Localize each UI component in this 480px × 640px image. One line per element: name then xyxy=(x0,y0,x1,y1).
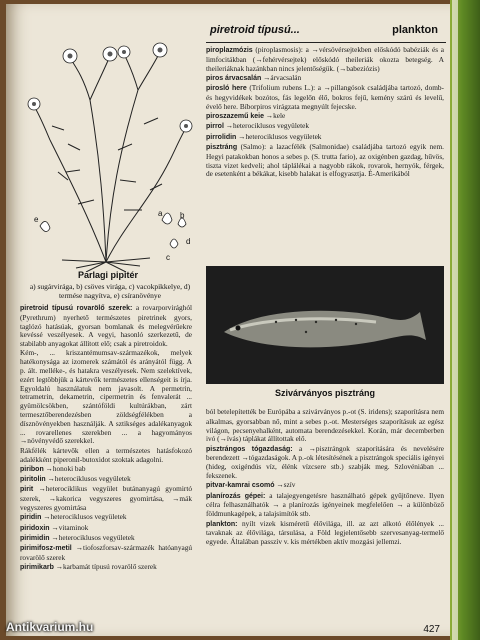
entry: pirrolidin →heterociklusos vegyületek xyxy=(206,131,322,141)
figure-label-e: e xyxy=(34,215,39,224)
entry: pirimifosz-metil →tiofoszforsav-származék hatóanyagú rovarölő szerek xyxy=(20,543,192,563)
trout-photo xyxy=(206,266,444,384)
entry: planírozás gépei: a talajegyengetésre használható gépek gyűjtőneve. Ilyen célra felhasználhatók → a planírozás igényeinek megfelelően → a különböző földmunkagépek, a talajsimítók stb. xyxy=(206,490,444,519)
entry: pitvar-kamrai csomó →szív xyxy=(206,480,296,490)
entry: pirosló here (Trifolium rubens L.): a →pillangósok családjába tartozó, domb- és hegyvidékek bozótos, fás legelőn élő, bokros fejű, kemény szárú és levelű, évelő here. Bíborpiros virágzata megnyúlt fejecske. xyxy=(206,83,444,111)
plant-illustration xyxy=(20,30,196,272)
entry: pisztrángos tógazdaság: a →pisztrángok szaporítására és nevelésére berendezett →tógazdaságok. A p.-ok létesítésének a pisztrángok speciális igényei (hideg, oxigéndús víz, élénk vízcsere stb.) szabják meg. Szlovéniában ... fekszenek. xyxy=(206,443,445,481)
entry: piros árvacsalán →árvacsalán xyxy=(206,72,302,82)
right-column-top xyxy=(206,46,444,180)
figure-label-d: d xyxy=(186,237,191,246)
entry: piritolin →heterociklusos vegyületek xyxy=(20,474,131,484)
entry: pirimidin →heterociklusos vegyületek xyxy=(20,532,135,542)
entry: Kém-, ... kriszantémumsav-származékok, melyek hatékonysága az izomerek számától és arányától függ. A p. ált. melléke-, és hatakra veszélyesek. Nem szelektívek, ezért legtöbbjük a kártevők természetes ellenségeit is írja. Egyoldalú használatuk nem javasolt. A permetrin, tetrametrin, dekametrin, cipermetrin és fenvalerát ... gyümölcsökben, szántóföldi kultúrákban, zárt termesztőberendezésben zöldségfélékben a dísznövényekben használják. A sztikséges adalékanyagok ... rovarellenes szerekben ... a hagyományos →növényvédő szerekkel. xyxy=(20,348,192,446)
entry: piribon →honoki bab xyxy=(20,463,86,473)
header-left-term: piretroid típusú... xyxy=(210,24,300,36)
figure-label-c: c xyxy=(166,253,170,262)
figure-label-a: a xyxy=(158,209,163,218)
entry: piroszazemű keie →kele xyxy=(206,111,286,121)
entry: piridin →heterociklusos vegyületek xyxy=(20,512,127,522)
right-column-bottom xyxy=(206,408,444,547)
plant-figure-title: Parlagi pipitér xyxy=(77,270,139,280)
watermark-text: Antikvarium.hu xyxy=(6,620,94,634)
entry: pisztráng (Salmo): a lazacfélék (Salmonidae) családjába tartozó egyik nem. Hegyi patakokban honos a sebes p. (S. trutta fario), az oxigénben gazdag, hűvös, tiszta vizet kedveli; ahol táplálékai a nagyobb rákok, rovarok, hernyók, férgek, de esetenként a békákat, kisebb halakat is elfogyasztja. É-Amerikából xyxy=(206,141,444,179)
entry: plankton: nyílt vizek kisméretű élővilága, ill. az azt alkotó élőlények ... tavaknak az élővilága, társulása, a Föld legjelentősebb szervesanyag-termelő egyede. Általában passzív v. kis mértékben aktív mozgási jellemzi. xyxy=(206,518,445,547)
photo-caption: Szivárványos pisztráng xyxy=(274,388,376,398)
entry: piretroid típusú rovarölő szerek: a rovarporvirághól (Pyrethrum) nyerhető természetes piretrinek gyors, taglózó hatásúak, gyorsan bomlanak és melegvérűekre kevéssé veszélyesek. A vegyi, hasonló szerkezetű, de stabilabb anyagokat állított elő; csak a piretroidok. xyxy=(20,303,192,349)
page-edges xyxy=(452,0,458,640)
entry: pirimikarb →karbamát típusú rovarölő szerek xyxy=(20,562,157,572)
left-column xyxy=(20,304,192,574)
figure-label-b: b xyxy=(180,211,185,220)
entry: pirrol →heterociklusos vegyületek xyxy=(206,121,310,131)
plant-figure-caption: a) sugárvirága, b) csöves virága, c) vacokpikkelye, d) termése nagyítva, e) csíranövénye xyxy=(29,282,191,300)
entry: pirit →heterociklikus vegyület butánanyagú gyomirtó szerek, →kakorica vegyszeres gyomirtása, →mák vegyszeres gyomirtása xyxy=(20,484,192,513)
book-page xyxy=(6,4,452,636)
page-number: 427 xyxy=(423,624,440,635)
entry: ból betelepítették be Európába a szivárványos p.-ot (S. iridens); szaporításra nem alkalmas, gyorsabban nő, mint a sebes p.-ot. Mesterséges szaporításuk az egész világon, pecsenyehalként, automata berendezésekkel. Korán, már decemberben ivó (→ívás) táplákat állítottak elő. xyxy=(206,407,444,444)
entry: piridoxin →vitaminok xyxy=(20,522,89,532)
entry: Rákfélék kártevők ellen a természetes hatásfokozó adalékként piperonil-butoxidot szoktak adagolni. xyxy=(20,445,192,464)
running-header xyxy=(206,24,446,43)
entry: piroplazmózis (piroplasmosis): a →vérsövérsejtekben előskódó babéziák és a limfocitákban (→fehérvérsejtek) előskódó theileriák okozta betegség. A theileriáknak hazánkban nincs jelentőségük. (→babeziózis) xyxy=(206,45,444,73)
header-right-term: plankton xyxy=(392,24,438,36)
